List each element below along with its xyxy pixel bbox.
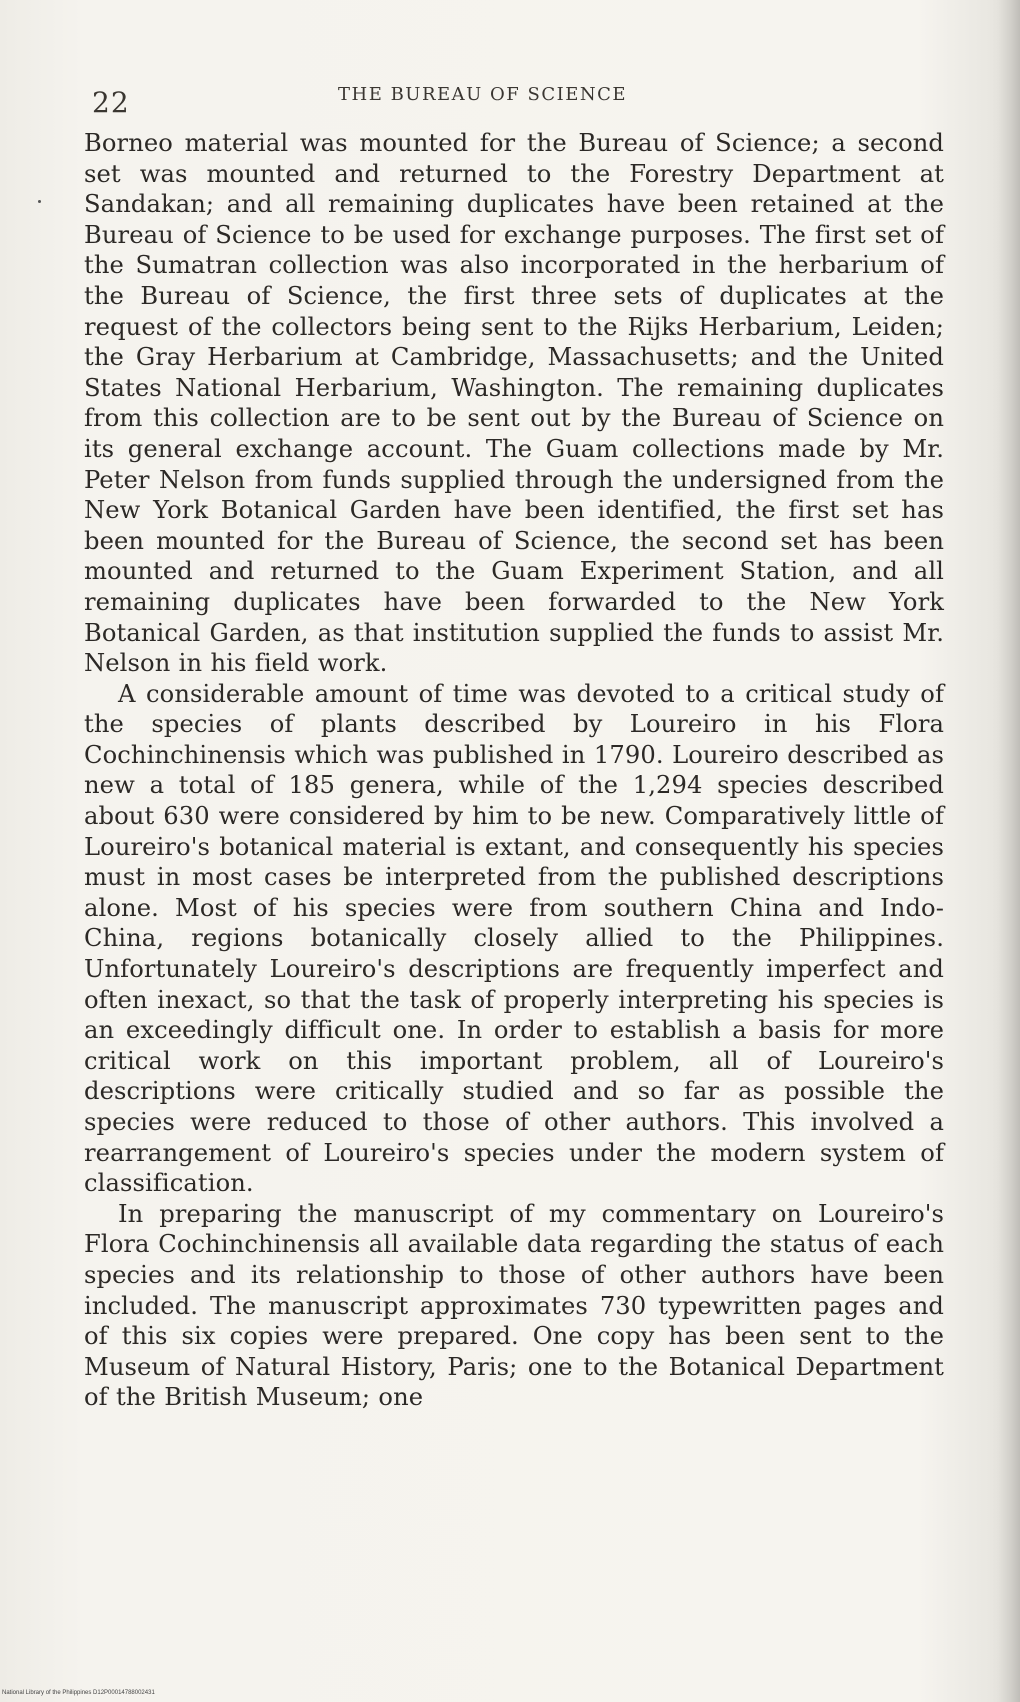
- scan-speck: [38, 200, 41, 203]
- page-edge-shadow: [998, 0, 1020, 1702]
- body-text: [84, 128, 944, 1413]
- running-head: THE BUREAU OF SCIENCE: [338, 84, 628, 105]
- paragraph-manuscript: In preparing the manuscript of my commentary on Loureiro's Flora Cochinchinensis all available data regarding the status of each species and its relationship to those of other authors have been included. The manuscript approximates 730 typewritten pages and of this six copies were prepared. One copy has been sent to the Museum of Natural History, Paris; one to the Botanical Department of the British Museum; one: [84, 1199, 944, 1412]
- paragraph-loureiro-study: A considerable amount of time was devoted to a critical study of the species of plants described by Loureiro in his Flora Cochinchinensis which was published in 1790. Loureiro described as new a total of 185 genera, while of the 1,294 species described about 630 were considered by him to be new. Comparatively little of Loureiro's botanical material is extant, and consequently his species must in most cases be interpreted from the published descriptions alone. Most of his species were from southern China and Indo-China, regions botanically closely allied to the Philippines. Unfortunately Loureiro's descriptions are frequently imperfect and often inexact, so that the task of properly interpreting his species is an exceedingly difficult one. In order to establish a basis for more critical work on this important problem, all of Loureiro's descriptions were critically studied and so far as possible the species were reduced to those of other authors. This involved a rearrangement of Loureiro's species under the modern system of classification.: [84, 679, 944, 1198]
- page-number: 22: [92, 86, 130, 119]
- paragraph-continued: Borneo material was mounted for the Bureau of Science; a second set was mounted and returned to the Forestry Department at Sandakan; and all remaining duplicates have been retained at the Bureau of Science to be used for exchange purposes. The first set of the Sumatran collection was also incorporated in the herbarium of the Bureau of Science, the first three sets of duplicates at the request of the collectors being sent to the Rijks Herbarium, Leiden; the Gray Herbarium at Cambridge, Massachusetts; and the United States National Herbarium, Washington. The remaining duplicates from this collection are to be sent out by the Bureau of Science on its general exchange account. The Guam collections made by Mr. Peter Nelson from funds supplied through the undersigned from the New York Botanical Garden have been identified, the first set has been mounted for the Bureau of Science, the second set has been mounted and returned to the Guam Experiment Station, and all remaining duplicates have been forwarded to the New York Botanical Garden, as that institution supplied the funds to assist Mr. Nelson in his field work.: [84, 129, 944, 678]
- source-stamp: National Library of the Philippines D12P00014788002431: [2, 1690, 155, 1696]
